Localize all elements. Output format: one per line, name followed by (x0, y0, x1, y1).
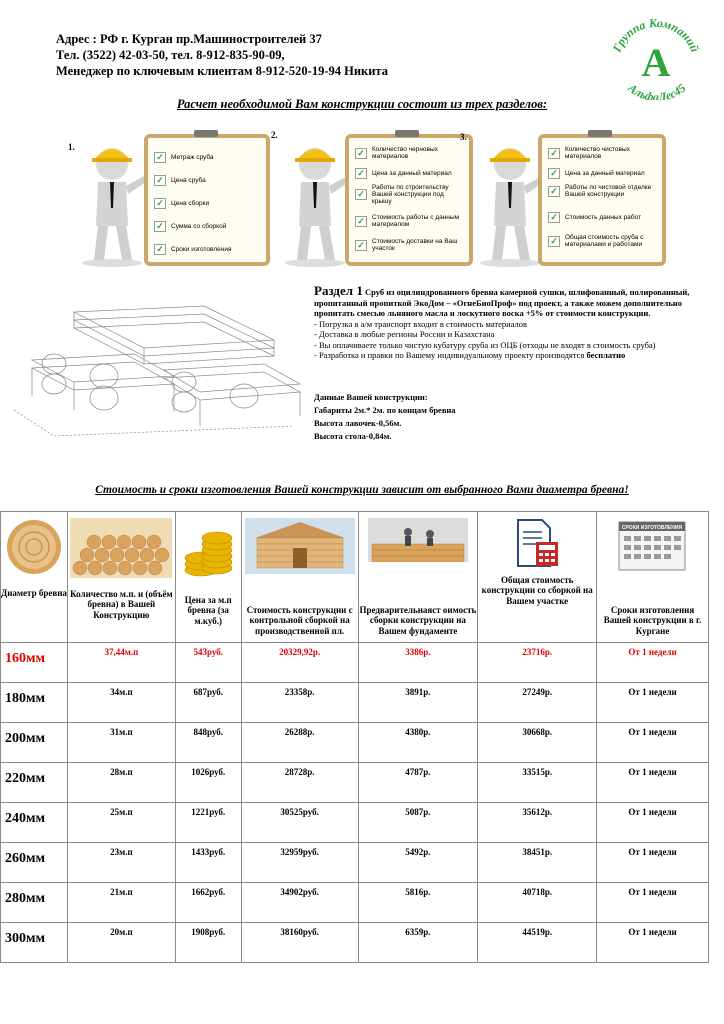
diameter-cell: 240мм (1, 803, 68, 843)
table-header-row (1, 512, 709, 643)
check-icon: ✓ (355, 189, 367, 200)
check-icon: ✓ (548, 148, 560, 159)
table-cell: 1026руб. (175, 763, 241, 803)
table-cell: 5492р. (358, 843, 478, 883)
table-cell: От 1 недели (597, 643, 709, 683)
intro-title: Расчет необходимой Вам конструкции состоит из трех разделов: (176, 97, 548, 111)
figure-icon (273, 138, 353, 268)
phone-line: Тел. (3522) 42-03-50, тел. 8-912-835-90-09, (56, 48, 285, 62)
table-cell: 34м.п (67, 683, 175, 723)
checklist-item: ✓ Работы по строительству Вашей конструкции под крышу (355, 184, 463, 205)
spec-line: Высота стола-0,84м. (314, 431, 392, 441)
table-cell: 3386р. (358, 643, 478, 683)
table-cell: От 1 недели (597, 763, 709, 803)
table-cell: 33515р. (478, 763, 597, 803)
calculator-icon (514, 518, 560, 568)
diameter-cell: 160мм (1, 643, 68, 683)
checklist-item: ✓ Цена сборки (154, 198, 294, 209)
table-cell: От 1 недели (597, 843, 709, 883)
diameter-cell: 280мм (1, 883, 68, 923)
check-icon: ✓ (355, 216, 367, 227)
panel-2 (265, 128, 465, 268)
table-cell: 20329,92р. (241, 643, 358, 683)
table-cell: 31м.п (67, 723, 175, 763)
checklist-item: ✓ Стоимость доставки на Ваш участок (355, 238, 463, 252)
log-end-icon (5, 518, 63, 576)
table-cell: От 1 недели (597, 923, 709, 963)
table-title: Стоимость и сроки изготовления Вашей конструкции зависит от выбранного Вами диаметра бревна! (95, 484, 629, 496)
check-icon: ✓ (355, 240, 367, 251)
checklist-card (345, 134, 473, 266)
table-cell: 1662руб. (175, 883, 241, 923)
table-row (1, 843, 709, 883)
table-row (1, 643, 709, 683)
checklist-item: ✓ Цена за данный материал (355, 168, 463, 179)
checklist-item: ✓ Стоимость работы с данным материалом (355, 214, 463, 228)
checklist-item: ✓ Сумма со сборкой (154, 221, 294, 232)
manager-line: Менеджер по ключевым клиентам 8-912-520-19-94 Никита (56, 64, 388, 78)
checklist-item: ✓ Сроки изготовления (154, 244, 294, 255)
table-row (1, 923, 709, 963)
figure-icon (468, 138, 548, 268)
table-row (1, 803, 709, 843)
checklist-item: ✓ Цена сруба (154, 175, 294, 186)
table-cell: 4787р. (358, 763, 478, 803)
col-header: Предварительнаяст оимость сборки конструкции на Вашем фундаменте (358, 512, 478, 643)
check-icon: ✓ (548, 168, 560, 179)
bullet: - Погрузка в а/м транспорт входит в стоимость материалов (314, 318, 528, 329)
checklist-item: ✓ Количество чистовых материалов (548, 146, 656, 160)
table-cell: 26288р. (241, 723, 358, 763)
table-cell: 23716р. (478, 643, 597, 683)
section-heading: Раздел 1 (314, 283, 363, 298)
bullet: - Вы оплачиваете только чистую кубатуру сруба из ОЦБ (отходы не входят в стоимость сруба) (314, 339, 656, 350)
table-cell: От 1 недели (597, 723, 709, 763)
table-cell: 1908руб. (175, 923, 241, 963)
diameter-cell: 200мм (1, 723, 68, 763)
col-header: Цена за м.п бревна (за м.куб.) (175, 512, 241, 643)
checklist-item: ✓ Общая стоимость сруба с материалами и работами (548, 234, 656, 248)
checklist-card (144, 134, 270, 266)
table-cell: 44519р. (478, 923, 597, 963)
check-icon: ✓ (154, 221, 166, 232)
check-icon: ✓ (154, 244, 166, 255)
table-cell: 20м.п (67, 923, 175, 963)
table-cell: 30668р. (478, 723, 597, 763)
checklist-item: ✓ Цена за данный материал (548, 168, 656, 179)
panel-number: 3. (460, 132, 467, 142)
table-cell: 34902руб. (241, 883, 358, 923)
checklist-item: ✓ Количество черновых материалов (355, 146, 463, 160)
check-icon: ✓ (154, 198, 166, 209)
log-pile-icon (70, 518, 172, 578)
checklist-card (538, 134, 666, 266)
checklist-item: ✓ Метраж сруба (154, 152, 294, 163)
panel-number: 1. (68, 142, 75, 152)
table-row (1, 683, 709, 723)
company-logo (596, 10, 716, 100)
table-cell: 687руб. (175, 683, 241, 723)
address-line: Адрес : РФ г. Курган пр.Машиностроителей 37 (56, 32, 322, 46)
table-cell: От 1 недели (597, 883, 709, 923)
check-icon: ✓ (154, 175, 166, 186)
table-cell: 37,44м.п (67, 643, 175, 683)
table-cell: 30525руб. (241, 803, 358, 843)
diameter-cell: 260мм (1, 843, 68, 883)
price-table (0, 511, 709, 963)
spec-line: Габариты 2м.* 2м. по концам бревна (314, 405, 456, 415)
table-cell: 28м.п (67, 763, 175, 803)
panel-1 (62, 128, 262, 268)
check-icon: ✓ (355, 148, 367, 159)
assembly-icon (368, 518, 468, 562)
table-cell: 6359р. (358, 923, 478, 963)
table-cell: 38451р. (478, 843, 597, 883)
table-cell: 35612р. (478, 803, 597, 843)
col-header: СРОКИ ИЗГОТОВЛЕНИЯ Сроки изготовления Вашей конструкции в г. Кургане (597, 512, 709, 643)
svg-text:СРОКИ ИЗГОТОВЛЕНИЯ: СРОКИ ИЗГОТОВЛЕНИЯ (621, 525, 682, 531)
table-cell: 27249р. (478, 683, 597, 723)
spec-title: Данные Вашей конструкции: (314, 392, 428, 402)
table-row (1, 763, 709, 803)
col-header: Диаметр бревна (1, 512, 68, 643)
clip-icon (395, 130, 419, 137)
table-row (1, 723, 709, 763)
table-cell: 5087р. (358, 803, 478, 843)
svg-text:АльфаЛес45: АльфаЛес45 (625, 80, 689, 100)
bench-table-drawing (14, 300, 304, 450)
calendar-icon (615, 518, 691, 574)
table-cell: 848руб. (175, 723, 241, 763)
table-cell: 543руб. (175, 643, 241, 683)
diameter-cell: 180мм (1, 683, 68, 723)
check-icon: ✓ (548, 236, 560, 247)
table-cell: От 1 недели (597, 803, 709, 843)
table-cell: 1433руб. (175, 843, 241, 883)
bullet: - Разработка и правки по Вашему индивидуальному проекту производятся бесплатно (314, 350, 626, 360)
contact-header (56, 31, 388, 79)
check-icon: ✓ (548, 186, 560, 197)
section-1 (314, 283, 710, 361)
table-cell: 5816р. (358, 883, 478, 923)
coins-icon (181, 518, 235, 578)
col-header: Общая стоимость конструкции со сборкой на Вашем участке (478, 512, 597, 643)
clip-icon (588, 130, 612, 137)
table-cell: 1221руб. (175, 803, 241, 843)
table-cell: 32959руб. (241, 843, 358, 883)
table-cell: 4380р. (358, 723, 478, 763)
table-cell: 28728р. (241, 763, 358, 803)
figure-icon (70, 138, 150, 268)
table-cell: 21м.п (67, 883, 175, 923)
diameter-cell: 220мм (1, 763, 68, 803)
table-cell: 3891р. (358, 683, 478, 723)
svg-text:Группа Компаний: Группа Компаний (609, 15, 703, 55)
check-icon: ✓ (154, 152, 166, 163)
svg-text:А: А (641, 40, 671, 85)
table-cell: 38160руб. (241, 923, 358, 963)
bullet: - Доставка в любые регионы России и Казахстана (314, 329, 495, 339)
panel-3 (458, 128, 658, 268)
checklist-item: ✓ Работы по чистовой отделке Вашей конструкции (548, 184, 656, 198)
diameter-cell: 300мм (1, 923, 68, 963)
table-cell: 23358р. (241, 683, 358, 723)
table-row (1, 883, 709, 923)
clip-icon (194, 130, 218, 137)
construction-specs (314, 391, 456, 443)
log-house-icon (245, 518, 355, 574)
table-cell: 25м.п (67, 803, 175, 843)
check-icon: ✓ (355, 168, 367, 179)
col-header: Стоимость конструкции с контрольной сборкой на производственной пл. (241, 512, 358, 643)
section-intro: Сруб из оцилиндрованного бревна камерной сушки, шлифованный, полированный, пропитанный пропиткой ЭкоДом – «ОгнеБиоПроф» под проект, а также можем дополнительно пропитать смесью льняного масла и лоскутного воска +5% от стоимости конструкции. (314, 287, 690, 318)
table-cell: От 1 недели (597, 683, 709, 723)
col-header: Количество м.п. и (объём бревна) в Вашей Конструкцию (67, 512, 175, 643)
panel-number: 2. (271, 130, 278, 140)
table-cell: 23м.п (67, 843, 175, 883)
checklist-item: ✓ Стоимость данных работ (548, 212, 656, 223)
spec-line: Высота лавочек-0,56м. (314, 418, 402, 428)
check-icon: ✓ (548, 212, 560, 223)
table-cell: 40718р. (478, 883, 597, 923)
